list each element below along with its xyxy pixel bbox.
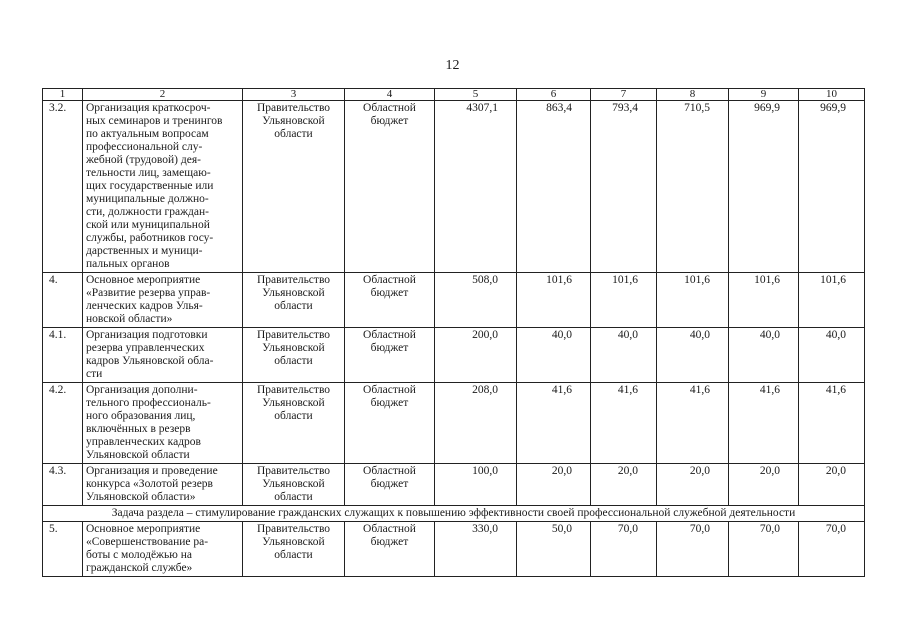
column-header: 4	[345, 89, 435, 101]
amount-cell: 969,9	[729, 101, 799, 273]
activity-name-line: ных семинаров и тренингов	[86, 115, 223, 127]
activity-name-line: ного образования лиц,	[86, 410, 196, 422]
activity-name-line: сти, должности граждан-	[86, 206, 209, 218]
activity-name-line: кадров Ульяновской обла-	[86, 355, 214, 367]
activity-name-line: ской или муниципальной	[86, 219, 210, 231]
amount-cell: 969,9	[799, 101, 865, 273]
column-header: 9	[729, 89, 799, 101]
amount-cell: 20,0	[729, 464, 799, 506]
page-number: 12	[445, 58, 460, 73]
activity-name	[83, 328, 243, 383]
executor: Правительство Ульяновской области	[243, 101, 345, 273]
executor: Правительство Ульяновской области	[243, 328, 345, 383]
table-row	[43, 328, 865, 383]
section-task: Задача раздела – стимулирование гражданских служащих к повышению эффективности своей профессиональной служебной деятельности	[43, 506, 865, 522]
activity-name-line: Организация краткосроч-	[86, 102, 211, 114]
activity-name-line: профессиональной слу-	[86, 141, 203, 153]
activity-name	[83, 101, 243, 273]
amount-cell: 20,0	[591, 464, 657, 506]
funding-source: Областной бюджет	[345, 328, 435, 383]
activity-name	[83, 273, 243, 328]
budget-table	[42, 88, 865, 577]
column-header: 6	[517, 89, 591, 101]
activity-name-line: дарственных и муници-	[86, 245, 203, 257]
amount-cell: 101,6	[799, 273, 865, 328]
amount-cell: 70,0	[591, 522, 657, 577]
amount-cell: 20,0	[799, 464, 865, 506]
activity-name	[83, 464, 243, 506]
amount-cell: 40,0	[517, 328, 591, 383]
amount-cell: 40,0	[729, 328, 799, 383]
amount-cell: 200,0	[435, 328, 517, 383]
row-number: 4.2.	[43, 383, 83, 464]
executor: Правительство Ульяновской области	[243, 522, 345, 577]
activity-name-line: жебной (трудовой) дея-	[86, 154, 201, 166]
activity-name-line: муниципальные должно-	[86, 193, 209, 205]
column-header: 5	[435, 89, 517, 101]
activity-name-line: включённых в резерв	[86, 423, 191, 435]
column-header: 3	[243, 89, 345, 101]
activity-name-line: боты с молодёжью на	[86, 549, 192, 561]
table-row	[43, 101, 865, 273]
amount-cell: 793,4	[591, 101, 657, 273]
column-header: 7	[591, 89, 657, 101]
amount-cell: 208,0	[435, 383, 517, 464]
activity-name	[83, 522, 243, 577]
activity-name-line: пальных органов	[86, 258, 170, 270]
activity-name-line: гражданской службе»	[86, 562, 193, 574]
amount-cell: 101,6	[591, 273, 657, 328]
amount-cell: 508,0	[435, 273, 517, 328]
activity-name	[83, 383, 243, 464]
table-row	[43, 383, 865, 464]
activity-name-line: управленческих кадров	[86, 436, 201, 448]
amount-cell: 41,6	[517, 383, 591, 464]
amount-cell: 101,6	[517, 273, 591, 328]
column-header: 8	[657, 89, 729, 101]
activity-name-line: резерва управленческих	[86, 342, 205, 354]
row-number: 5.	[43, 522, 83, 577]
funding-source: Областной бюджет	[345, 101, 435, 273]
amount-cell: 50,0	[517, 522, 591, 577]
activity-name-line: по актуальным вопросам	[86, 128, 209, 140]
amount-cell: 20,0	[657, 464, 729, 506]
executor: Правительство Ульяновской области	[243, 464, 345, 506]
amount-cell: 70,0	[799, 522, 865, 577]
amount-cell: 20,0	[517, 464, 591, 506]
column-header: 10	[799, 89, 865, 101]
activity-name-line: службы, работников госу-	[86, 232, 214, 244]
activity-name-line: Организация и проведение	[86, 465, 218, 477]
activity-name-line: Организация дополни-	[86, 384, 198, 396]
section-task-row	[43, 506, 865, 522]
column-number-row	[43, 89, 865, 101]
amount-cell: 40,0	[799, 328, 865, 383]
table-row	[43, 273, 865, 328]
amount-cell: 101,6	[729, 273, 799, 328]
amount-cell: 41,6	[657, 383, 729, 464]
table-row	[43, 522, 865, 577]
row-number: 4.1.	[43, 328, 83, 383]
funding-source: Областной бюджет	[345, 522, 435, 577]
activity-name-line: тельного профессиональ-	[86, 397, 211, 409]
activity-name-line: конкурса «Золотой резерв	[86, 478, 213, 490]
row-number: 4.	[43, 273, 83, 328]
activity-name-line: Организация подготовки	[86, 329, 208, 341]
executor: Правительство Ульяновской области	[243, 273, 345, 328]
section-body	[43, 506, 865, 522]
amount-cell: 863,4	[517, 101, 591, 273]
amount-cell: 41,6	[729, 383, 799, 464]
activity-name-line: Основное мероприятие	[86, 523, 201, 535]
activity-name-line: «Совершенствование ра-	[86, 536, 209, 548]
funding-source: Областной бюджет	[345, 273, 435, 328]
table-body-bottom	[43, 522, 865, 577]
amount-cell: 101,6	[657, 273, 729, 328]
activity-name-line: Основное мероприятие	[86, 274, 201, 286]
activity-name-line: Ульяновской области	[86, 449, 190, 461]
amount-cell: 100,0	[435, 464, 517, 506]
row-number: 3.2.	[43, 101, 83, 273]
activity-name-line: сти	[86, 368, 103, 380]
amount-cell: 40,0	[591, 328, 657, 383]
activity-name-line: Ульяновской области»	[86, 491, 196, 503]
amount-cell: 4307,1	[435, 101, 517, 273]
amount-cell: 710,5	[657, 101, 729, 273]
row-number: 4.3.	[43, 464, 83, 506]
amount-cell: 40,0	[657, 328, 729, 383]
activity-name-line: ленческих кадров Улья-	[86, 300, 203, 312]
amount-cell: 41,6	[799, 383, 865, 464]
amount-cell: 70,0	[729, 522, 799, 577]
funding-source: Областной бюджет	[345, 383, 435, 464]
executor: Правительство Ульяновской области	[243, 383, 345, 464]
activity-name-line: тельности лиц, замещаю-	[86, 167, 211, 179]
activity-name-line: «Развитие резерва управ-	[86, 287, 211, 299]
amount-cell: 70,0	[657, 522, 729, 577]
table-body	[43, 101, 865, 506]
column-header: 1	[43, 89, 83, 101]
activity-name-line: щих государственные или	[86, 180, 214, 192]
activity-name-line: новской области»	[86, 313, 173, 325]
column-header: 2	[83, 89, 243, 101]
amount-cell: 330,0	[435, 522, 517, 577]
funding-source: Областной бюджет	[345, 464, 435, 506]
table-row	[43, 464, 865, 506]
amount-cell: 41,6	[591, 383, 657, 464]
